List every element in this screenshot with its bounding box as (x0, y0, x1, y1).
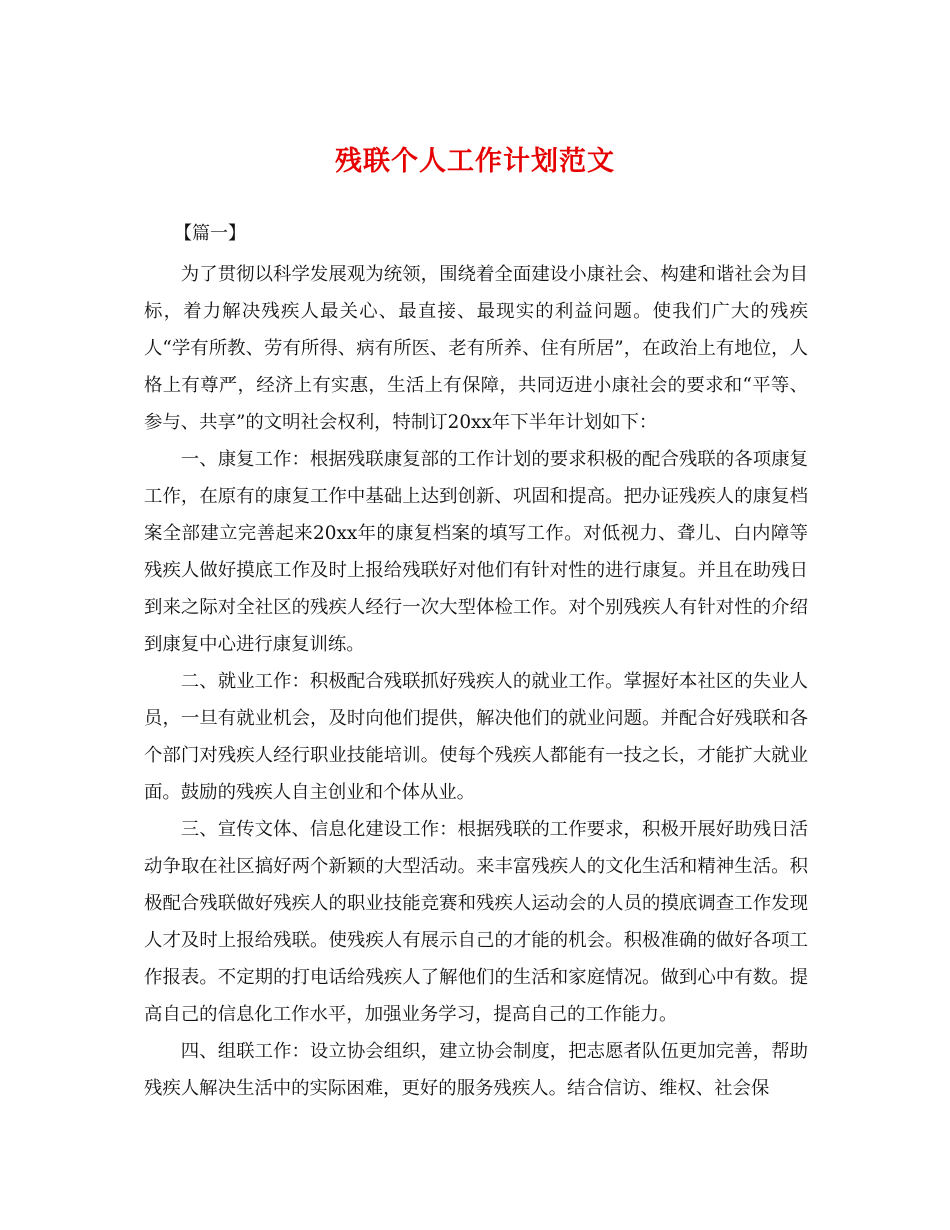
paragraph-publicity: 三、宣传文体、信息化建设工作：根据残联的工作要求，积极开展好助残日活动争取在社区搞好两个新颖的大型活动。来丰富残疾人的文化生活和精神生活。积极配合残联做好残疾人的职业技能竞赛和残疾人运动会的人员的摸底调查工作发现人才及时上报给残联。使残疾人有展示自己的才能的机会。积极准确的做好各项工作报表。不定期的打电话给残疾人了解他们的生活和家庭情况。做到心中有数。提高自己的信息化工作水平，加强业务学习，提高自己的工作能力。 (144, 819, 808, 1025)
paragraph-employment: 二、就业工作：积极配合残联抓好残疾人的就业工作。掌握好本社区的失业人员，一旦有就业机会，及时向他们提供，解决他们的就业问题。并配合好残联和各个部门对残疾人经行职业技能培训。使每个残疾人都能有一技之长，才能扩大就业面。鼓励的残疾人自主创业和个体从业。 (144, 671, 808, 803)
paragraph-organization: 四、组联工作：设立协会组织，建立协会制度，把志愿者队伍更加完善，帮助残疾人解决生活中的实际困难，更好的服务残疾人。结合信访、维权、社会保 (144, 1041, 808, 1099)
section-label: 【篇一】 (174, 223, 246, 244)
document-body (144, 256, 808, 1107)
paragraph-intro: 为了贯彻以科学发展观为统领，围绕着全面建设小康社会、构建和谐社会为目标，着力解决残疾人最关心、最直接、最现实的利益问题。使我们广大的残疾人“学有所教、劳有所得、病有所医、老有所养、住有所居”，在政治上有地位，人格上有尊严，经济上有实惠，生活上有保障，共同迈进小康社会的要求和“平等、参与、共享”的文明社会权利，特制订20xx年下半年计划如下： (144, 264, 808, 433)
paragraph-rehabilitation: 一、康复工作：根据残联康复部的工作计划的要求积极的配合残联的各项康复工作，在原有的康复工作中基础上达到创新、巩固和提高。把办证残疾人的康复档案全部建立完善起来20xx年的康复档案的填写工作。对低视力、聋儿、白内障等残疾人做好摸底工作及时上报给残联好对他们有针对性的进行康复。并且在助残日到来之际对全社区的残疾人经行一次大型体检工作。对个别残疾人有针对性的介绍到康复中心进行康复训练。 (144, 449, 808, 655)
document-title: 残联个人工作计划范文 (335, 146, 615, 177)
